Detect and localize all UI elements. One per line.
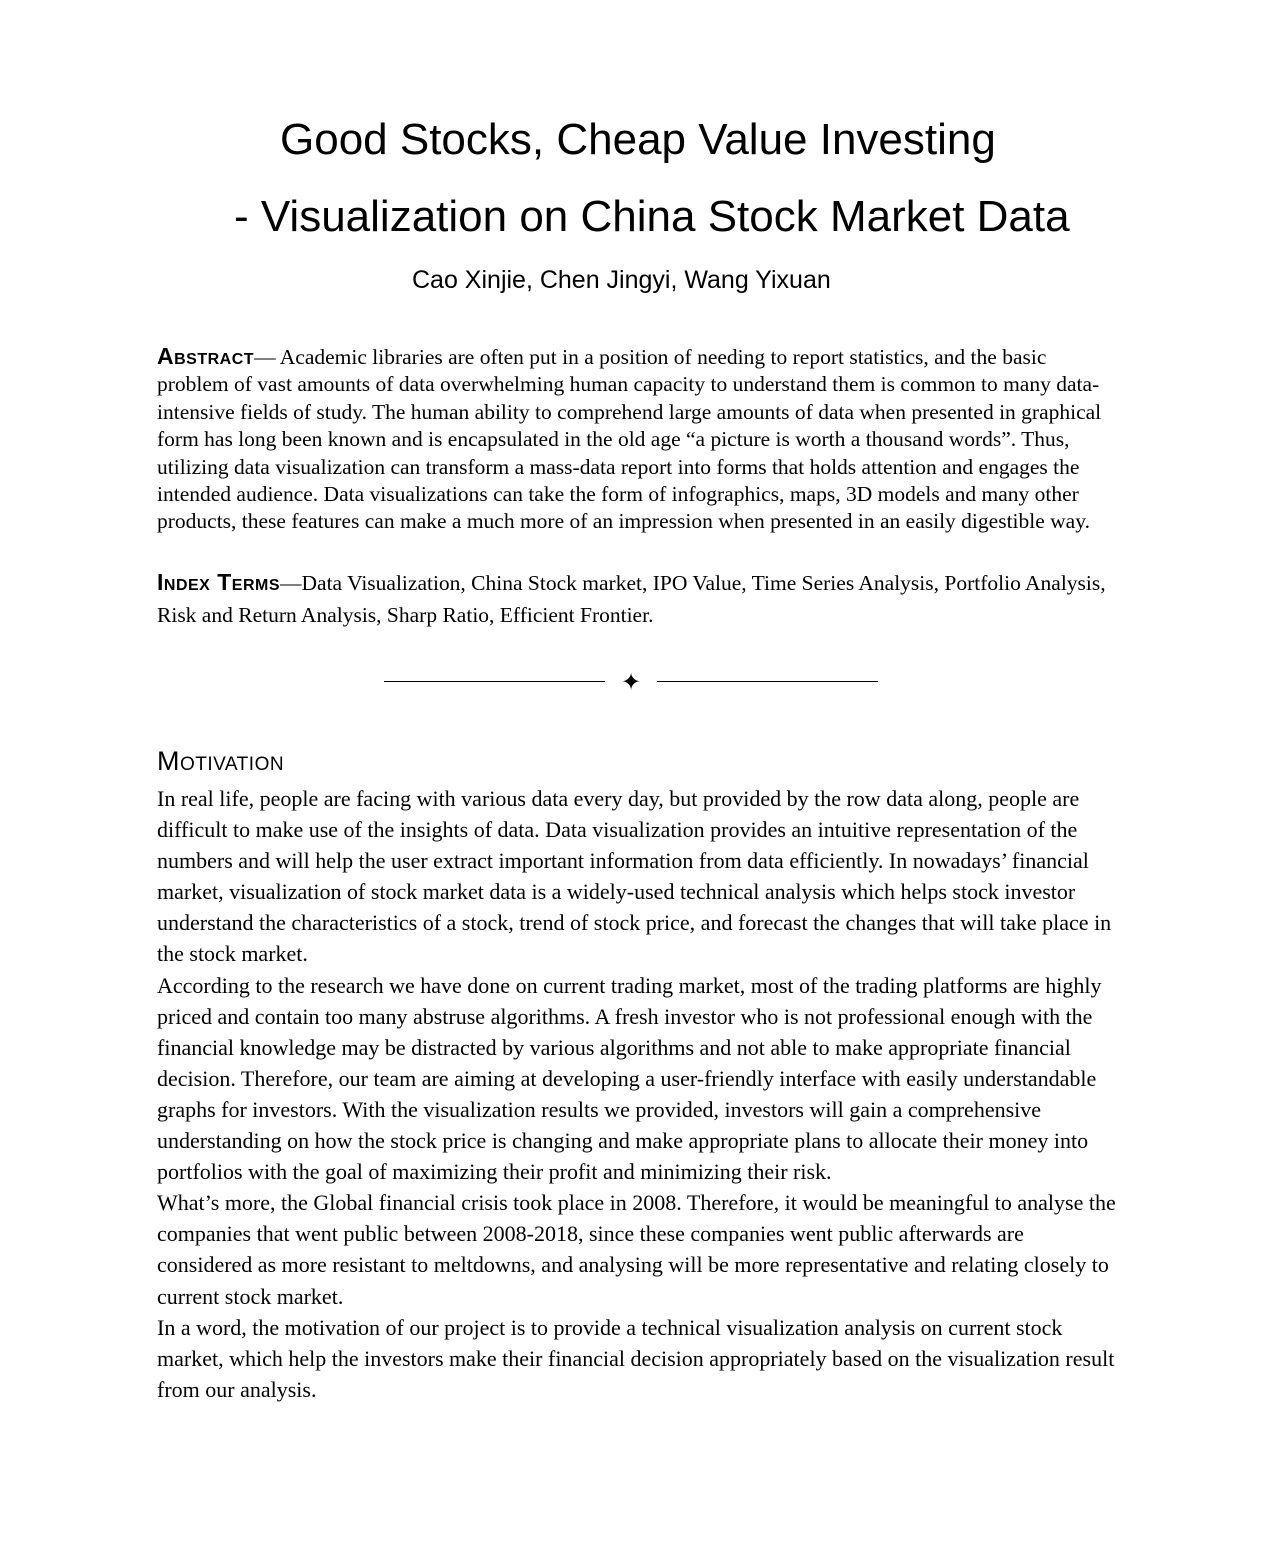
paper-title-line-1: Good Stocks, Cheap Value Investing xyxy=(280,115,996,164)
motivation-body xyxy=(157,783,1117,1405)
index-terms-dash: — xyxy=(280,571,302,595)
index-terms-text: Data Visualization, China Stock market, IPO Value, Time Series Analysis, Portfolio Analysis, Risk and Return Analysis, Sharp Ratio, Efficient Frontier. xyxy=(157,571,1106,627)
motivation-paragraph-3: What’s more, the Global financial crisis took place in 2008. Therefore, it would be meaningful to analyse the companies that went public between 2008-2018, since these companies went public afterwards are considered as more resistant to meltdowns, and analysing will be more representative and relating closely to current stock market. xyxy=(157,1190,1116,1309)
abstract xyxy=(157,343,1117,536)
abstract-text: Academic libraries are often put in a position of needing to report statistics, and the basic problem of vast amounts of data overwhelming human capacity to understand them is common to many data-intensive fields of study. The human ability to comprehend large amounts of data when presented in graphical form has long been known and is encapsulated in the old age “a picture is worth a thousand words”. Thus, utilizing data visualization can transform a mass-data report into forms that holds attention and engages the intended audience. Data visualizations can take the form of infographics, maps, 3D models and many other products, these features can make a much more of an impression when presented in an easily digestible way. xyxy=(157,345,1102,534)
motivation-heading: Motivation xyxy=(157,746,285,776)
index-terms xyxy=(157,566,1117,631)
motivation-paragraph-2: According to the research we have done on current trading market, most of the trading platforms are highly priced and contain too many abstruse algorithms. A fresh investor who is not professional enough with the financial knowledge may be distracted by various algorithms and not able to make appropriate financial decision. Therefore, our team are aiming at developing a user-friendly interface with easily understandable graphs for investors. With the visualization results we provided, investors will gain a comprehensive understanding on how the stock price is changing and make appropriate plans to allocate their money into portfolios with the goal of maximizing their profit and minimizing their risk. xyxy=(157,972,1102,1185)
motivation-paragraph-1: In real life, people are facing with various data every day, but provided by the row data along, people are difficult to make use of the insights of data. Data visualization provides an intuitive representation of the numbers and will help the user extract important information from data efficiently. In nowadays’ financial market, visualization of stock market data is a widely-used technical analysis which helps stock investor understand the characteristics of a stock, trend of stock price, and forecast the changes that will take place in the stock market. xyxy=(157,786,1112,967)
four-point-star-icon: ✦ xyxy=(620,668,642,696)
section-separator xyxy=(384,664,878,700)
abstract-label: Abstract xyxy=(157,343,255,369)
motivation-paragraph-4: In a word, the motivation of our project is to provide a technical visualization analysis on current stock market, which help the investors make their financial decision appropriately based on the visualization result from our analysis. xyxy=(157,1314,1115,1402)
paper-title-line-2: - Visualization on China Stock Market Data xyxy=(234,192,1070,241)
separator-line-left xyxy=(384,681,605,682)
index-terms-label: Index Terms xyxy=(157,569,281,595)
separator-line-right xyxy=(657,681,878,682)
abstract-dash: — xyxy=(254,345,280,369)
author-list: Cao Xinjie, Chen Jingyi, Wang Yixuan xyxy=(412,266,831,294)
